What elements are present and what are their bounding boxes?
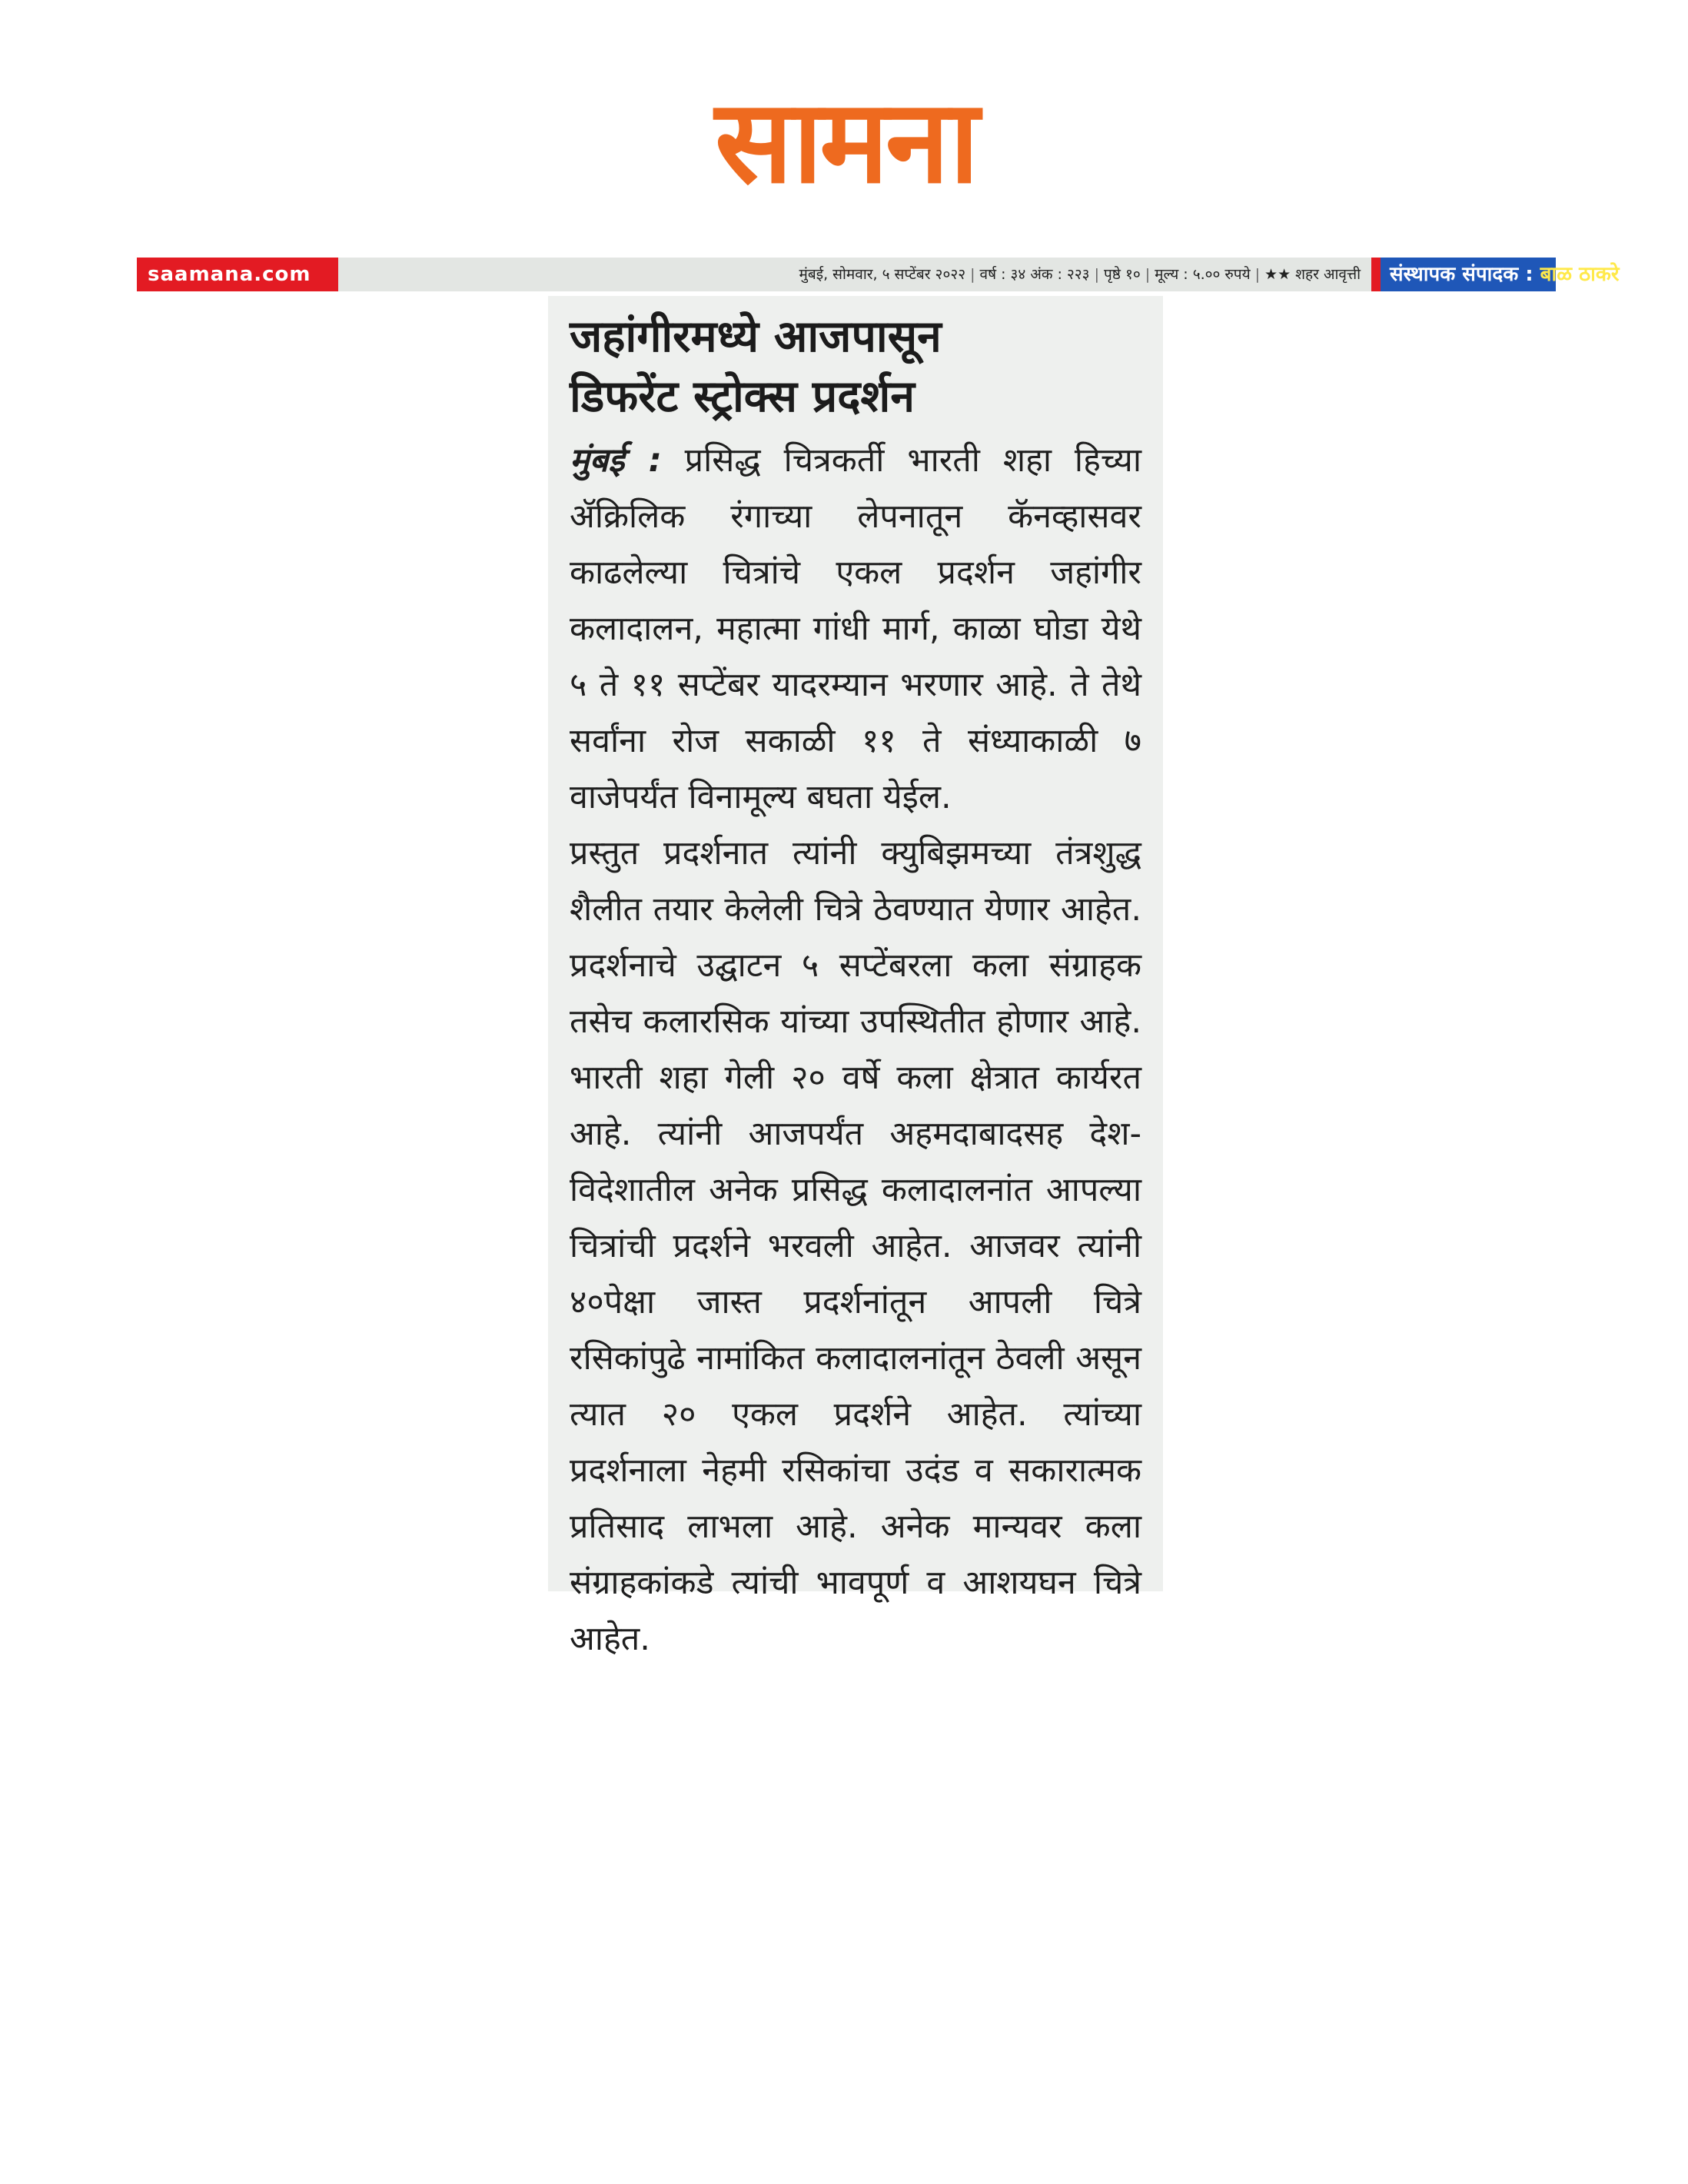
headline-line-2: डिफरेंट स्ट्रोक्स प्रदर्शन — [570, 371, 915, 422]
article-headline — [570, 307, 1141, 427]
issue-date: मुंबई, सोमवार, ५ सप्टेंबर २०२२ — [799, 266, 966, 283]
founder-editor-badge — [1371, 258, 1620, 291]
issue-edition: ★★ शहर आवृत्ती — [1264, 266, 1361, 283]
issue-price: मूल्य : ५.०० रुपये — [1155, 266, 1251, 283]
article-body — [570, 433, 1141, 1667]
newspaper-masthead — [615, 75, 1076, 209]
news-article — [548, 296, 1163, 1658]
issue-pages: पृष्ठे १० — [1103, 266, 1141, 283]
article-paragraph-1-text: प्रसिद्ध चित्रकर्ती भारती शहा हिच्या ॲक्रिलिक रंगाच्या लेपनातून कॅनव्हासवर काढलेल्या चित्रांचे एकल प्रदर्शन जहांगीर कलादालन, महात्मा गांधी मार्ग, काळा घोडा येथे ५ ते ११ सप्टेंबर यादरम्यान भरणार आहे. ते तेथे सर्वांना रोज सकाळी ११ ते संध्याकाळी ७ वाजेपर्यंत विनामूल्य बघता येईल. — [570, 441, 1142, 816]
founder-label: संस्थापक संपादक : — [1390, 263, 1540, 286]
article-paragraph-1 — [570, 433, 1141, 826]
headline-line-1: जहांगीरमध्ये आजपासून — [570, 311, 942, 362]
issue-volume: वर्ष : ३४ अंक : २२३ — [979, 266, 1090, 283]
website-badge: saamana.com — [137, 258, 338, 291]
newspaper-logo: सामना — [714, 75, 977, 209]
founder-name: बाळ ठाकरे — [1540, 263, 1620, 286]
issue-info: मुंबई, सोमवार, ५ सप्टेंबर २०२२ | वर्ष : ३४ अंक : २२३ | पृष्ठे १० | मूल्य : ५.०० रुपये | ★★ शहर आवृत्ती — [338, 258, 1371, 291]
masthead-strip — [137, 258, 1620, 291]
article-paragraph-2: प्रस्तुत प्रदर्शनात त्यांनी क्युबिझमच्या तंत्रशुद्ध शैलीत तयार केलेली चित्रे ठेवण्यात येणार आहेत. प्रदर्शनाचे उद्घाटन ५ सप्टेंबरला कला संग्राहक तसेच कलारसिक यांच्या उपस्थितीत होणार आहे. भारती शहा गेली २० वर्षे कला क्षेत्रात कार्यरत आहे. त्यांनी आजपर्यंत अहमदाबादसह देश-विदेशातील अनेक प्रसिद्ध कलादालनांत आपल्या चित्रांची प्रदर्शने भरवली आहेत. आजवर त्यांनी ४०पेक्षा जास्त प्रदर्शनांतून आपली चित्रे रसिकांपुढे नामांकित कलादालनांतून ठेवली असून त्यात २० एकल प्रदर्शने आहेत. त्यांच्या प्रदर्शनाला नेहमी रसिकांचा उदंड व सकारात्मक प्रतिसाद लाभला आहे. अनेक मान्यवर कला संग्राहकांकडे त्यांची भावपूर्ण व आशयघन चित्रे आहेत. — [570, 834, 1141, 1658]
article-dateline: मुंबई : — [570, 441, 662, 480]
